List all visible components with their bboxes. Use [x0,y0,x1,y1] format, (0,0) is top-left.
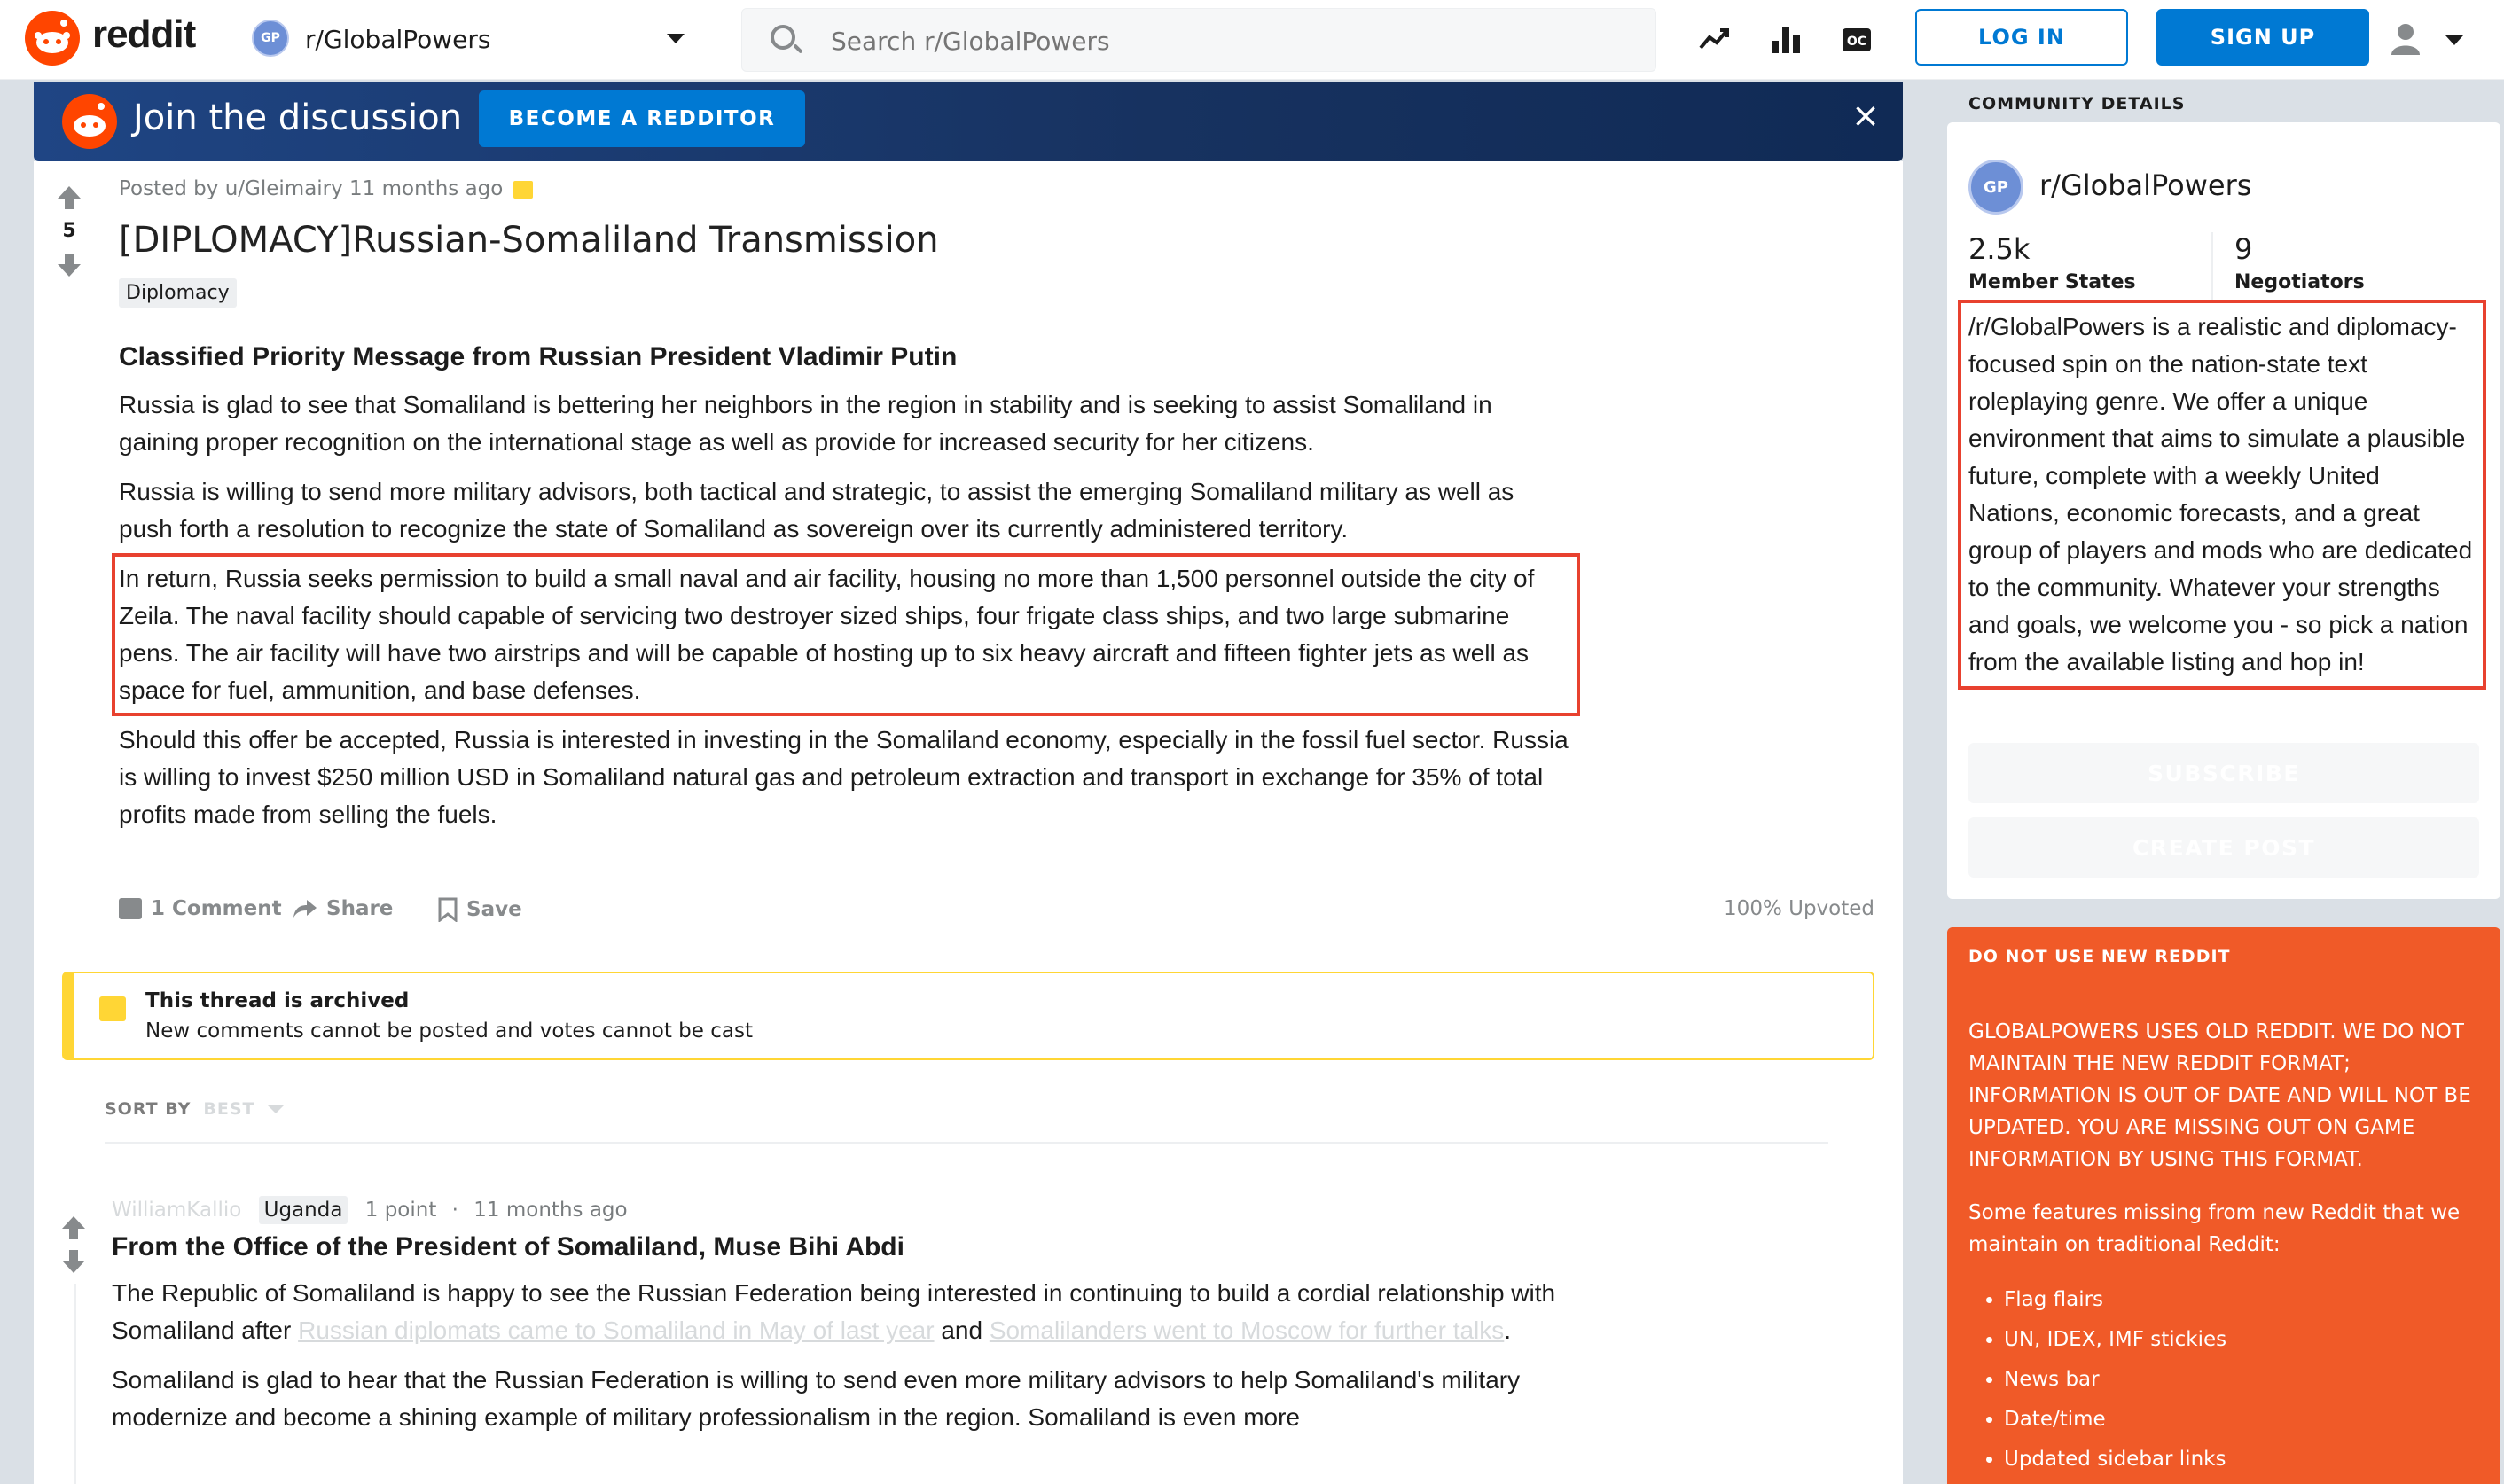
save-label: Save [466,898,522,921]
comments-button[interactable] [119,897,282,920]
online-label: Negotiators [2234,271,2365,293]
missing-features-list [2004,1280,2483,1480]
join-banner [34,82,1903,161]
list-item: • Date/time [2004,1400,2483,1440]
login-button[interactable]: LOG IN [1915,9,2128,66]
list-item: • Updated sidebar links [2004,1440,2483,1480]
thread-line[interactable] [74,1284,76,1484]
banner-text: Join the discussion [133,98,463,138]
comment-text: . [1504,1316,1512,1344]
warning-subtext: Some features missing from new Reddit that we maintain on traditional Reddit: [1968,1201,2461,1256]
post-container [34,161,1903,1484]
comment-time[interactable]: 11 months ago [473,1199,628,1222]
comment-points: 1 point [364,1199,437,1222]
create-post-button[interactable]: CREATE POST [1968,817,2479,878]
user-icon[interactable] [2391,23,2421,55]
user-menu-caret-icon[interactable] [2445,35,2463,45]
members-label: Member States [1968,271,2136,293]
post-paragraph: Russia is glad to see that Somaliland is bettering her neighbors in the region in stability and is seeking to assist Somaliland in gaining proper recognition on the international stage as well as provide for increased security for her citizens. [119,391,1492,456]
community-avatar[interactable]: GP [1968,160,2023,215]
community-description: /r/GlobalPowers is a realistic and diplomacy-focused spin on the nation-state text roleplaying genre. We offer a unique environment that aims to simulate a plausible future, complete with a weekly United Nations, economic forecasts, and a great group of players and mods who are dedicated to the community. Whatever your strengths and goals, we welcome you - so pick a nation from the available listing and hop in! [1958,300,2486,690]
post-paragraph: Russia is willing to send more military advisors, both tactical and strategic, to assist the emerging Somaliland military as well as push forth a resolution to recognize the state of Somaliland as sovereign over its currently administered territory. [119,478,1514,543]
chevron-down-icon[interactable] [268,1105,284,1113]
chevron-down-icon[interactable] [667,34,685,43]
share-button[interactable] [293,897,393,920]
post-score: 5 [62,220,76,242]
post-meta-text[interactable]: Posted by u/Gleimairy 11 months ago [119,177,504,200]
comments-label: 1 Comment [151,897,282,920]
upvote-ratio: 100% Upvoted [1724,897,1874,920]
archive-icon [99,996,126,1021]
signup-button[interactable]: SIGN UP [2156,9,2369,66]
meta-separator: · [451,1199,458,1222]
share-label: Share [326,897,394,920]
downvote-icon[interactable] [58,264,81,277]
post-actions [119,897,1874,941]
list-item: • Flag flairs [2004,1280,2483,1320]
reddit-logo-icon[interactable] [25,11,80,66]
post-heading: Classified Priority Message from Russian President Vladimir Putin [119,342,958,371]
reddit-wordmark[interactable]: reddit [92,12,196,56]
post-flair[interactable]: Diplomacy [119,278,237,308]
bookmark-icon [438,897,458,922]
online-count: 9 [2234,232,2253,266]
save-button[interactable] [438,897,522,922]
archived-title: This thread is archived [145,989,410,1012]
trending-icon[interactable] [1695,21,1734,59]
warning-heading: DO NOT USE NEW REDDIT [1968,947,2231,966]
upvote-icon[interactable] [62,1216,85,1229]
comment-flair: Uganda [259,1196,348,1224]
sort-by[interactable] [105,1099,284,1119]
subreddit-avatar: GP [252,20,289,57]
comment-icon [119,898,142,919]
community-card [1947,122,2500,899]
sort-label: SORT BY [105,1099,192,1119]
comment-author[interactable]: WilliamKallio [112,1199,242,1222]
online-stat [2234,232,2365,293]
comment-paragraph: Somaliland is glad to hear that the Russian Federation is willing to send even more military advisors to help Somaliland's military modernize and become a shining example of military professionalism in the region. Somaliland is even more [112,1366,1521,1431]
comment-text: and [934,1316,990,1344]
post-meta [119,177,533,200]
list-item: • News bar [2004,1360,2483,1400]
comment-heading: From the Office of the President of Somaliland, Muse Bihi Abdi [112,1232,904,1261]
list-item: • UN, IDEX, IMF stickies [2004,1320,2483,1360]
comment-text: The Republic of Somaliland is happy to see the Russian Federation being interested in continuing to build a cordial relationship with Somaliland after [112,1279,1556,1344]
archived-notice [62,972,1874,1060]
comment-meta [112,1199,628,1222]
downvote-icon[interactable] [62,1261,85,1273]
comment-paragraph [112,1275,1566,1349]
comment-body [112,1275,1566,1449]
highlighted-paragraph: In return, Russia seeks permission to build a small naval and air facility, housing no more than 1,500 personnel outside the city of Zeila. The naval facility should capable of servicing two destroyer sized ships, four frigate class ships, and two large submarine pens. The air facility will have two airstrips and will be capable of hosting up to six heavy aircraft and fifteen fighter jets as well as space for fuel, ammunition, and base defenses. [119,560,1573,709]
search-input[interactable] [831,23,1629,59]
search-bar[interactable] [741,8,1656,72]
oc-icon[interactable] [1837,21,1876,59]
subscribe-button[interactable]: SUBSCRIBE [1968,743,2479,803]
share-icon [293,898,317,919]
become-redditor-button[interactable]: BECOME A REDDITOR [479,90,805,147]
top-header [0,0,2504,80]
archive-icon [513,181,533,199]
sort-value[interactable]: BEST [203,1099,255,1119]
post-body [119,339,1573,846]
comment-link[interactable]: Somalilanders went to Moscow for further talks [989,1316,1505,1344]
reddit-logo-icon [62,94,117,149]
upvote-icon[interactable] [58,186,81,199]
members-stat [1968,232,2136,293]
post-paragraph: Should this offer be accepted, Russia is interested in investing in the Somaliland economy, especially in the fossil fuel sector. Russia is willing to invest $250 million USD in Somaliland natural gas and petroleum extraction and transport in exchange for 35% of total profits made from selling the fuels. [119,726,1569,828]
community-details-heading: COMMUNITY DETAILS [1968,94,2186,113]
subreddit-switcher[interactable]: r/GlobalPowers [305,25,491,54]
archived-subtitle: New comments cannot be posted and votes cannot be cast [145,1019,753,1043]
comment-link[interactable]: Russian diplomats came to Somaliland in May of last year [298,1316,935,1344]
members-count: 2.5k [1968,232,2031,266]
warning-text: GLOBALPOWERS USES OLD REDDIT. WE DO NOT MAINTAIN THE NEW REDDIT FORMAT; INFORMATION IS OUT OF DATE AND WILL NOT BE UPDATED. YOU ARE MISSING OUT ON GAME INFORMATION BY USING THIS FORMAT. [1968,1020,2471,1171]
oc-label: OC [1846,35,1867,49]
search-icon [771,25,795,50]
warning-card [1947,927,2500,1484]
close-icon[interactable]: × [1851,96,1880,135]
divider [105,1142,1828,1144]
stat-divider [2211,232,2213,303]
leaderboard-icon[interactable] [1766,21,1805,59]
post-title[interactable]: [DIPLOMACY]Russian-Somaliland Transmission [119,220,939,261]
community-name[interactable]: r/GlobalPowers [2039,168,2252,202]
